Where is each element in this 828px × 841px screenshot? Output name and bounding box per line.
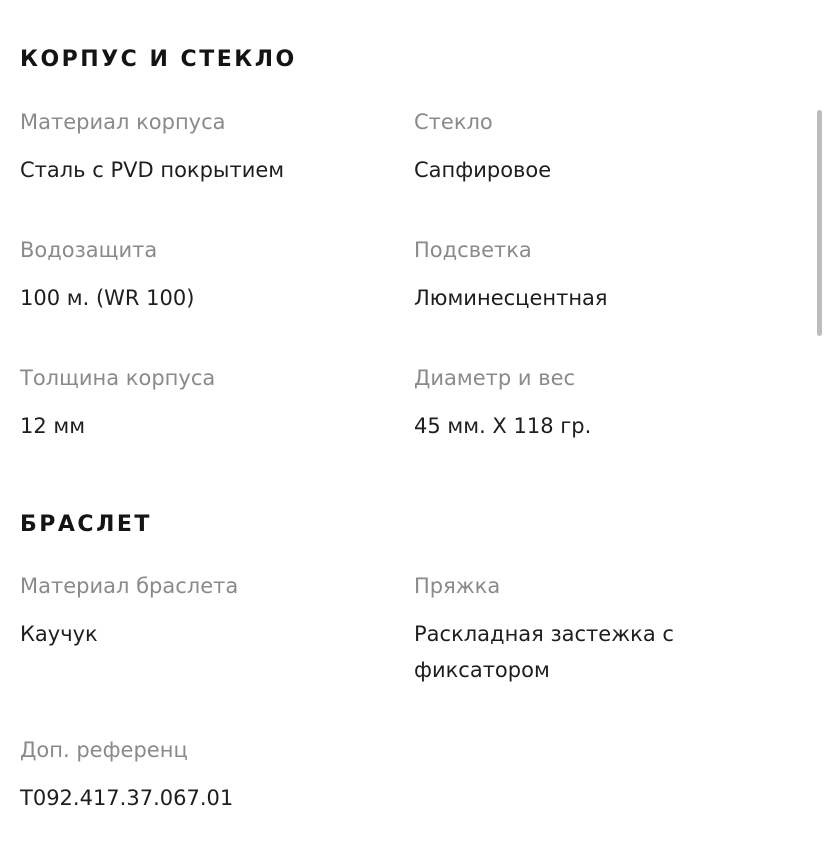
spec-value: Сапфировое: [414, 158, 552, 182]
spec-case-material: [20, 108, 400, 188]
spec-label: Толщина корпуса: [20, 366, 216, 390]
spec-value: Каучук: [20, 622, 98, 646]
spec-label: Пряжка: [414, 574, 501, 598]
spec-label: Подсветка: [414, 238, 532, 262]
spec-value: Сталь с PVD покрытием: [20, 158, 285, 182]
spec-value: Люминесцентная: [414, 286, 608, 310]
section-title-bracelet: БРАСЛЕТ: [20, 512, 152, 537]
spec-value: T092.417.37.067.01: [20, 786, 234, 810]
spec-additional-reference: [20, 736, 400, 816]
scrollbar[interactable]: [817, 110, 822, 336]
spec-label: Диаметр и вес: [414, 366, 576, 390]
spec-label: Доп. референц: [20, 738, 188, 762]
spec-label: Стекло: [414, 110, 493, 134]
section-title-case-glass: КОРПУС И СТЕКЛО: [20, 47, 297, 72]
spec-value: 45 мм. X 118 гр.: [414, 414, 592, 438]
spec-diameter-weight: [414, 364, 794, 444]
spec-label: Водозащита: [20, 238, 158, 262]
spec-value: Раскладная застежка с фиксатором: [414, 622, 674, 682]
spec-value: 100 м. (WR 100): [20, 286, 195, 310]
spec-label: Материал корпуса: [20, 110, 226, 134]
spec-water-resistance: [20, 236, 400, 316]
spec-label: Материал браслета: [20, 574, 239, 598]
spec-value: 12 мм: [20, 414, 86, 438]
spec-glass: [414, 108, 794, 188]
spec-bracelet-material: [20, 572, 400, 652]
spec-case-thickness: [20, 364, 400, 444]
spec-buckle: [414, 572, 794, 688]
spec-backlight: [414, 236, 794, 316]
